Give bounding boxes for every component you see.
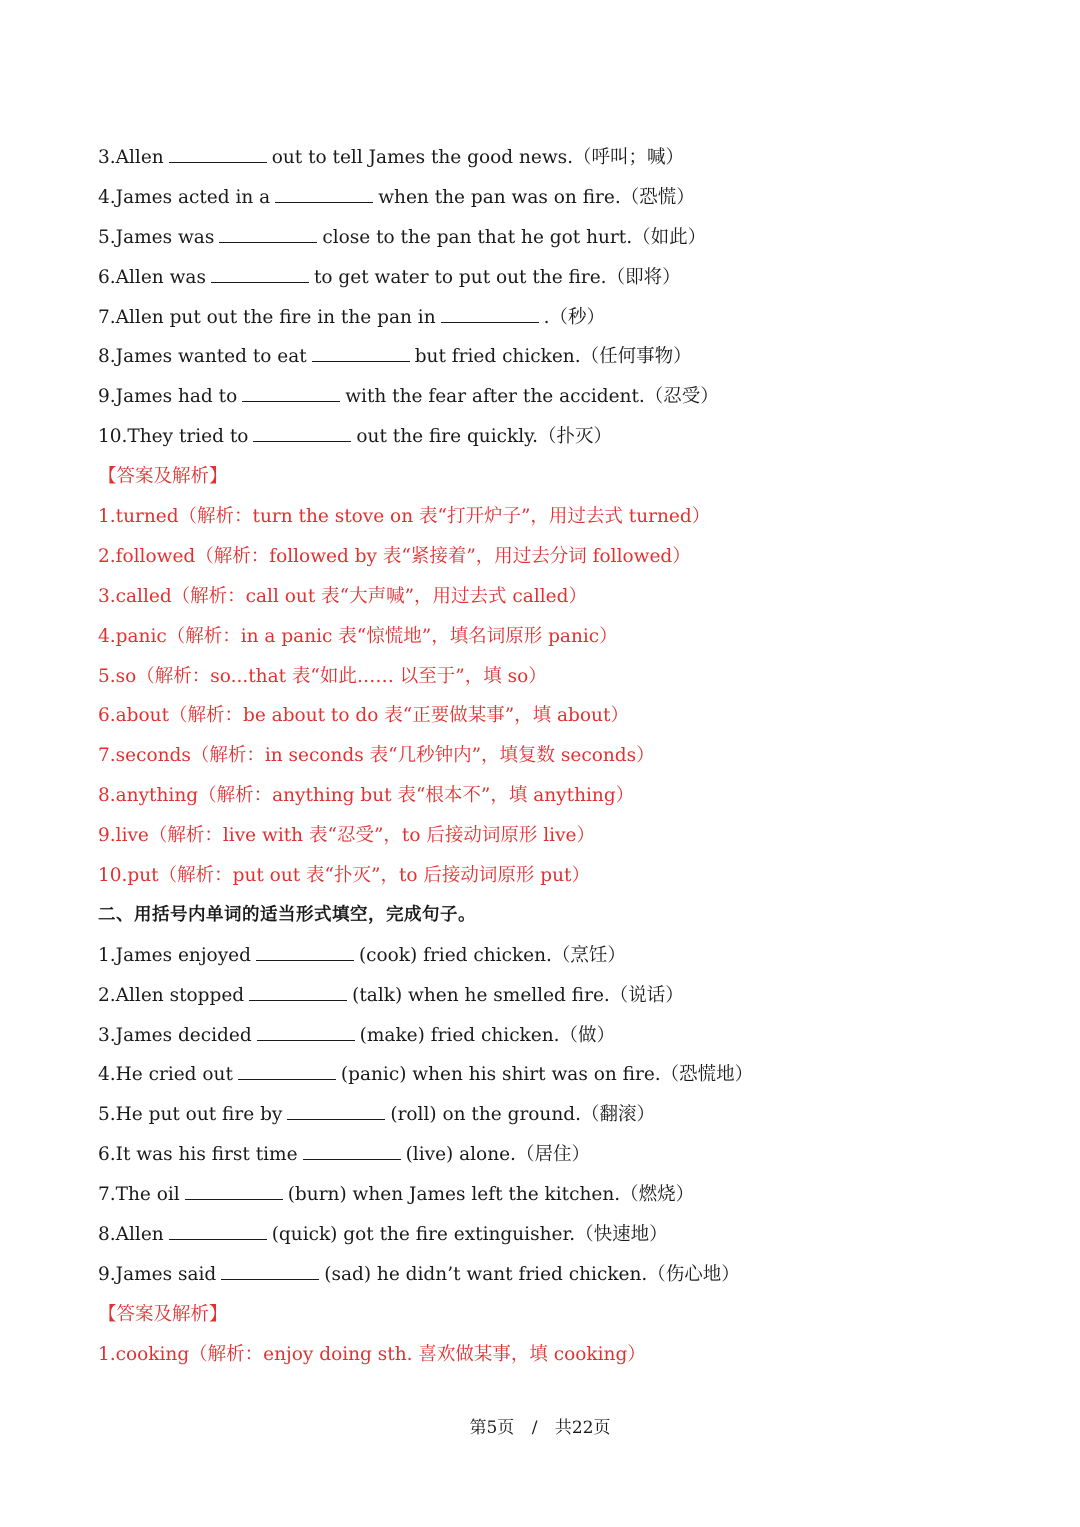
answer-line: 1.turned（解析：turn the stove on 表“打开炉子”，用过去式 turned） [98,506,711,528]
answer-blank [275,201,373,203]
question-line: 9.James had to with the fear after the accident.（忍受） [98,386,719,408]
answer-line: 1.cooking（解析：enjoy doing sth. 喜欢做某事，填 cooking） [98,1343,646,1365]
answer-blank [169,161,267,163]
question-line: 10.They tried to out the fire quickly.（扑灭） [98,426,613,448]
question-line: 8.James wanted to eat but fried chicken.（任何事物） [98,346,692,368]
question-line: 6.Allen was to get water to put out the fire.（即将） [98,266,681,288]
current-page: 第5页 [469,1418,515,1438]
answer-blank [256,959,354,961]
question-line: 6.It was his first time (live) alone.（居住） [98,1144,590,1166]
question-line: 3.James decided (make) fried chicken.（做） [98,1024,616,1046]
answer-header: 【答案及解析】 [98,1303,228,1325]
answer-header: 【答案及解析】 [98,466,228,488]
question-line: 1.James enjoyed (cook) fried chicken.（烹饪） [98,944,626,966]
answer-line: 10.put（解析：put out 表“扑灭”，to 后接动词原形 put） [98,865,590,887]
answer-blank [185,1198,283,1200]
answer-line: 3.called（解析：call out 表“大声喊”，用过去式 called） [98,585,587,607]
question-line: 5.James was close to the pan that he got hurt.（如此） [98,226,707,248]
answer-blank [219,241,317,243]
total-pages: 共22页 [554,1418,611,1438]
answer-blank [441,321,539,323]
question-line: 8.Allen (quick) got the fire extinguisher.（快速地） [98,1224,668,1246]
answer-blank [303,1158,401,1160]
answer-line: 7.seconds（解析：in seconds 表“几秒钟内”，填复数 seconds） [98,745,655,767]
page-separator: / [531,1418,538,1438]
question-line: 7.Allen put out the fire in the pan in .（秒） [98,306,605,328]
answer-blank [221,1278,319,1280]
answer-blank [253,440,351,442]
section-title: 二、用括号内单词的适当形式填空，完成句子。 [98,904,476,925]
page-footer [0,1413,1080,1438]
answer-blank [257,1039,355,1041]
answer-blank [287,1118,385,1120]
question-line: 9.James said (sad) he didn’t want fried chicken.（伤心地） [98,1263,740,1285]
answer-blank [249,999,347,1001]
answer-blank [211,281,309,283]
answer-line: 2.followed（解析：followed by 表“紧接着”，用过去分词 followed） [98,545,691,567]
content-lines [98,138,1038,1375]
answer-line: 6.about（解析：be about to do 表“正要做某事”，填 about） [98,705,629,727]
answer-line: 4.panic（解析：in a panic 表“惊慌地”，填名词原形 panic） [98,625,618,647]
question-line: 4.He cried out (panic) when his shirt was on fire.（恐慌地） [98,1064,754,1086]
answer-blank [238,1078,336,1080]
answer-line: 5.so（解析：so...that 表“如此…… 以至于”，填 so） [98,665,547,687]
answer-blank [169,1238,267,1240]
answer-line: 8.anything（解析：anything but 表“根本不”，填 anything） [98,785,635,807]
question-line: 2.Allen stopped (talk) when he smelled fire.（说话） [98,984,684,1006]
answer-blank [312,360,410,362]
question-line: 5.He put out fire by (roll) on the ground.（翻滚） [98,1104,655,1126]
answer-blank [242,400,340,402]
question-line: 3.Allen out to tell James the good news.（呼叫；喊） [98,147,685,168]
question-line: 4.James acted in a when the pan was on fire.（恐慌） [98,186,695,208]
question-line: 7.The oil (burn) when James left the kitchen.（燃烧） [98,1184,695,1206]
answer-line: 9.live（解析：live with 表“忍受”，to 后接动词原形 live） [98,825,595,847]
